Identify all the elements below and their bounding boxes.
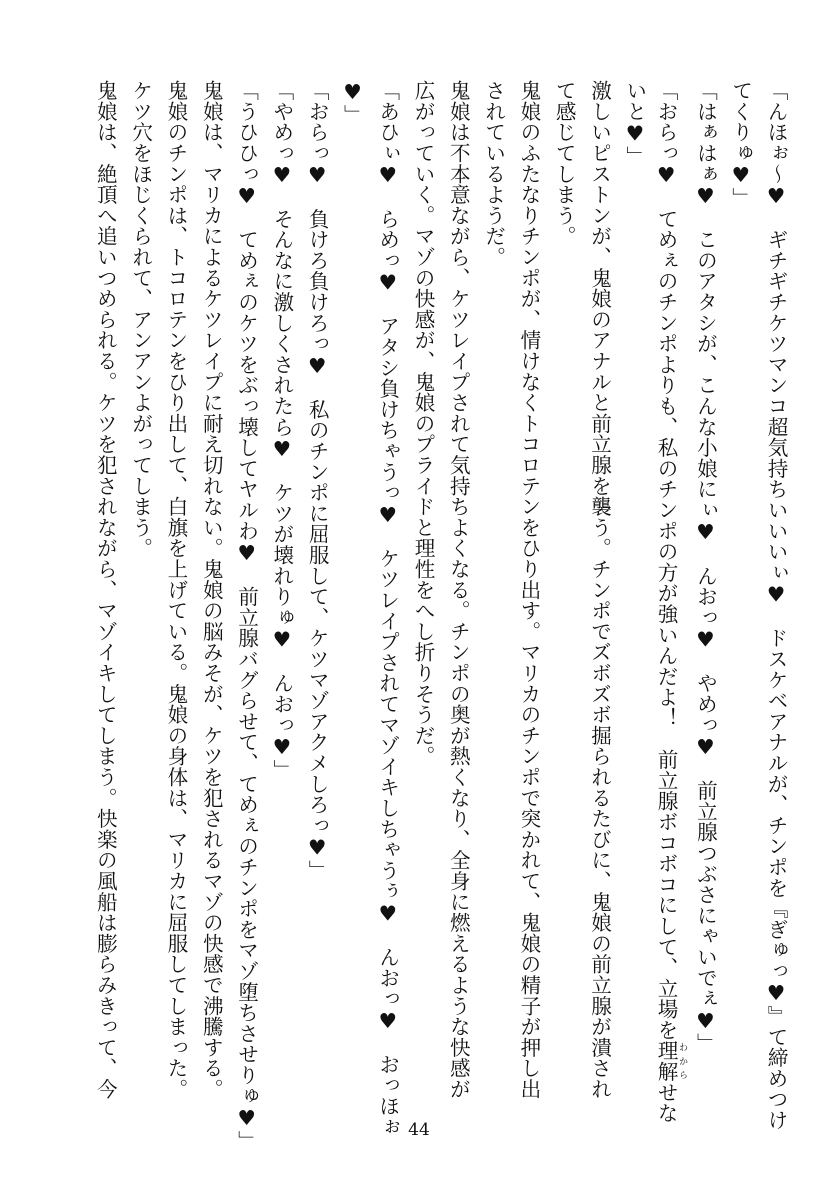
text-line: 「おらっ♥ 負けろ負けろっ♥ 私のチンポに屈服して、ケツマゾアクメしろっ♥」 (305, 80, 330, 881)
text-line: て感じてしまう。 (552, 80, 577, 247)
text-line: 「うひひっ♥ てめぇのケツをぶっ壊してヤルわ♥ 前立腺バグらせて、てめぇのチンポをマゾ堕ちさせりゅ♥」 (234, 80, 259, 1151)
text-line: されているようだ。 (481, 80, 506, 268)
ruby-annotation (654, 1040, 688, 1082)
text-line: 鬼娘のふたなりチンポが、情けなくトコロテンをひり出す。マリカのチンポで突かれて、鬼娘の精子が押し出 (516, 80, 541, 1100)
page-number: 44 (408, 1120, 430, 1140)
text-line: 「はぁはぁ♥ このアタシが、こんな小娘にぃ♥ んおっ♥ やめっ♥ 前立腺つぶさにゃいでぇ♥」 (693, 80, 718, 1054)
text-line: てくりゅ♥」 (728, 80, 753, 209)
text-line: ケツ穴をほじくられて、アンアンよがってしまう。 (128, 80, 153, 559)
text-segment: せな (654, 1081, 679, 1124)
text-line: いと♥」 (622, 80, 647, 167)
text-line: 鬼娘は、絶頂へ追いつめられる。ケツを犯されながら、マゾイキしてしまう。快楽の風船は膨らみきって、今 (93, 80, 118, 1100)
text-line: 鬼娘のチンポは、トコロテンをひり出して、白旗を上げている。鬼娘の身体は、マリカに屈服してしまった。 (163, 80, 188, 1100)
text-line: 「んほぉ～♥ ギチギチケツマンコ超気持ちいいいぃ♥ ドスケベアナルが、チンポを『ぎゅっ♥』て締めつけ (764, 80, 788, 1131)
text-segment: 「おらっ♥ てめぇのチンポよりも、私のチンポの方が強いんだよ！ 前立腺ボコボコにして、立場を (654, 80, 679, 1041)
text-line: 激しいピストンが、鬼娘のアナルと前立腺を襲う。チンポでズボズボ掘られるたびに、鬼娘の前立腺が潰され (587, 80, 612, 1100)
text-line: 「あひぃ♥ らめっ♥ アタシ負けちゃうっ♥ ケツレイプされてマゾイキしちゃうぅ♥ んおっ♥ おっほぉ (375, 80, 400, 1137)
text-line: 「やめっ♥ そんなに激しくされたら♥ ケツが壊れりゅ♥ んおっ♥」 (269, 80, 294, 780)
ruby-base: 理解 (654, 1040, 679, 1082)
text-line: ♥」 (340, 80, 365, 125)
text-line-with-ruby (652, 80, 688, 1124)
ruby-reading: わから (677, 1040, 688, 1082)
text-line: 鬼娘は、マリカによるケツレイプに耐え切れない。鬼娘の脳みそが、ケツを犯されるマゾの快感で沸騰する。 (199, 80, 224, 1100)
text-line: 広がっていく。マゾの快感が、鬼娘のプライドと理性をへし折りそうだ。 (411, 80, 436, 767)
text-line: 鬼娘は不本意ながら、ケツレイプされて気持ちよくなる。チンポの奥が熱くなり、全身に燃えるような快感が (446, 80, 471, 1100)
